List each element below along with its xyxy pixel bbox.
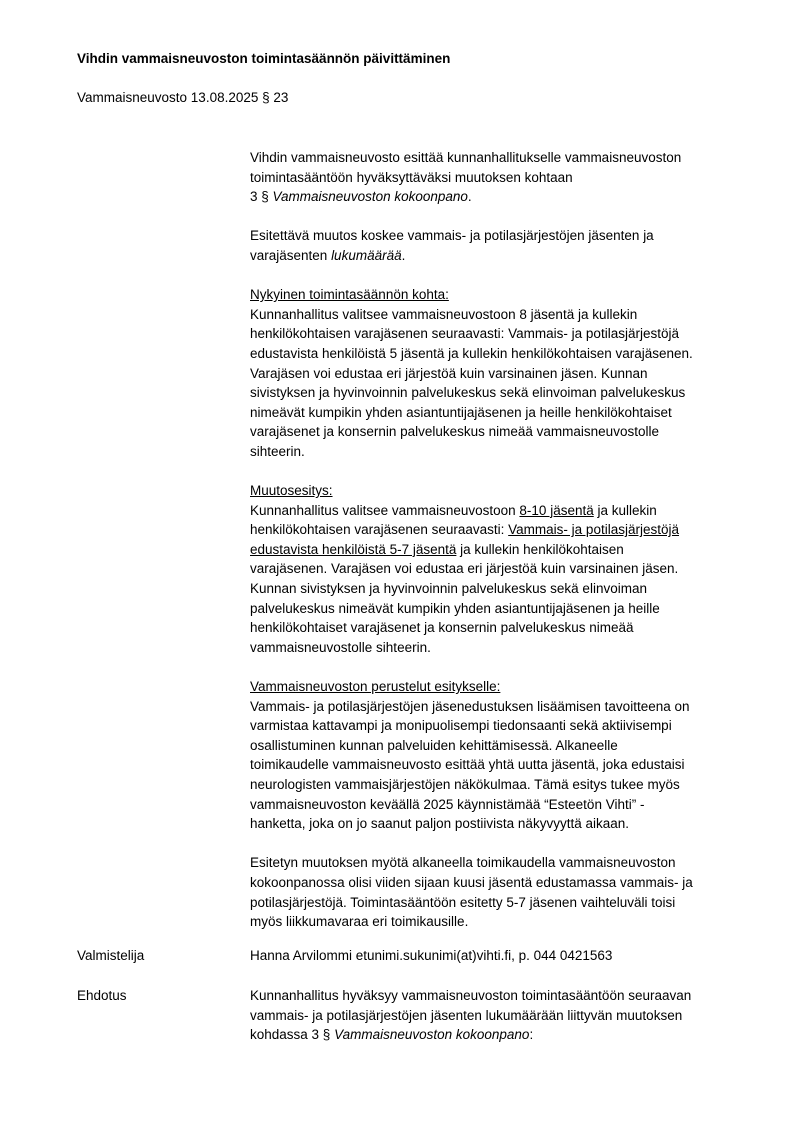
section-title: Vammaisneuvoston kokoonpano <box>272 189 468 205</box>
intro-paragraph <box>250 148 740 207</box>
proposal-section <box>250 481 740 657</box>
section-title: Vammaisneuvoston kokoonpano <box>334 1027 530 1043</box>
proposal-line: varajäsenen. Varajäsen voi edustaa eri järjestöä kuin varsinainen jäsen. <box>250 561 679 577</box>
effect-line: potilasjärjestöjä. Toimintasääntöön esitetty 5-7 jäsenen vaihteluväli toisi <box>250 894 676 910</box>
proposal-line <box>250 501 740 521</box>
decision-label: Ehdotus <box>77 988 127 1003</box>
effect-line: kokoonpanossa olisi viiden sijaan kuusi jäsentä edustamassa vammais- ja <box>250 874 693 890</box>
text-run: ja kullekin <box>593 502 657 518</box>
punctuation: . <box>401 247 406 263</box>
reasons-line: varmistaa kattavampi ja monipuolisempi tiedonsaanti sekä aktiivisempi <box>250 718 672 734</box>
change-line: Esitettävä muutos koskee vammais- ja potilasjärjestöjen jäsenten ja <box>250 228 654 244</box>
reasons-line: Vammais- ja potilasjärjestöjen jäsenedustuksen lisäämisen tavoitteena on <box>250 698 690 714</box>
proposal-line: palvelukeskus nimeävät kumpikin yhden asiantuntijajäsenen ja heille <box>250 600 660 616</box>
intro-line: toimintasääntöön hyväksyttäväksi muutoksen kohtaan <box>250 169 573 185</box>
change-paragraph <box>250 226 740 265</box>
preparer-contact: Hanna Arvilommi etunimi.sukunimi(at)vihti.fi, p. 044 0421563 <box>250 948 613 963</box>
current-rule-line: Kunnanhallitus valitsee vammaisneuvostoon 8 jäsentä ja kullekin <box>250 306 638 322</box>
current-rule-line: varajäsenet ja konsernin palvelukeskus nimeää vammaisneuvostolle <box>250 424 659 440</box>
text-run: varajäsenten <box>250 247 332 263</box>
document-title: Vihdin vammaisneuvoston toimintasäännön päivittäminen <box>77 51 451 66</box>
proposal-line: henkilökohtaiset varajäsenet ja konsernin palvelukeskus nimeää <box>250 620 634 636</box>
changed-text: Vammais- ja potilasjärjestöjä <box>508 522 679 538</box>
preparer-label: Valmistelija <box>77 948 145 963</box>
proposal-line: Kunnan sivistyksen ja hyvinvoinnin palvelukeskus sekä elinvoiman <box>250 581 647 597</box>
effect-line: Esitetyn muutoksen myötä alkaneella toimikaudella vammaisneuvoston <box>250 855 676 871</box>
meeting-reference: Vammaisneuvosto 13.08.2025 § 23 <box>77 90 289 105</box>
intro-line: Vihdin vammaisneuvosto esittää kunnanhallitukselle vammaisneuvoston <box>250 150 682 165</box>
current-rule-section <box>250 285 740 461</box>
changed-text: 8-10 jäsentä <box>519 502 594 518</box>
section-number: 3 § <box>250 189 273 205</box>
changed-text: edustavista henkilöistä 5-7 jäsentä <box>250 541 457 557</box>
proposal-heading: Muutosesitys: <box>250 483 333 499</box>
emphasis: lukumäärää <box>331 247 402 263</box>
document-body <box>250 148 740 932</box>
current-rule-line: Varajäsen voi edustaa eri järjestöä kuin varsinainen jäsen. Kunnan <box>250 365 648 381</box>
intro-line <box>250 187 740 207</box>
decision-line: vammais- ja potilasjärjestöjen jäsenten lukumäärään liittyvän muutoksen <box>250 1007 683 1023</box>
change-line <box>250 246 740 266</box>
decision-line <box>250 1025 691 1045</box>
reasons-section <box>250 677 740 834</box>
reasons-line: toimikaudelle vammaisneuvosto esittää yhtä uutta jäsentä, joka edustaisi <box>250 757 685 773</box>
proposal-line: vammaisneuvostolle sihteerin. <box>250 639 431 655</box>
current-rule-line: edustavista henkilöistä 5 jäsentä ja kullekin henkilökohtaisen varajäsenen. <box>250 345 693 361</box>
reasons-line: hanketta, joka on jo saanut paljon postiivista näkyvyyttä aikaan. <box>250 816 629 832</box>
reasons-line: vammaisneuvoston keväällä 2025 käynnistämää “Esteetön Vihti” - <box>250 796 645 812</box>
text-run: ja kullekin henkilökohtaisen <box>456 541 624 557</box>
text-run: kohdassa 3 § <box>250 1027 335 1043</box>
punctuation: . <box>467 189 472 205</box>
reasons-heading: Vammaisneuvoston perustelut esitykselle: <box>250 679 501 695</box>
current-rule-line: nimeävät kumpikin yhden asiantuntijajäsenen ja heille henkilökohtaiset <box>250 404 672 420</box>
text-run: Kunnanhallitus valitsee vammaisneuvostoon <box>250 502 520 518</box>
current-rule-heading: Nykyinen toimintasäännön kohta: <box>250 287 449 303</box>
effect-line: myös liikkumavaraa eri toimikausille. <box>250 914 469 930</box>
punctuation: : <box>529 1027 534 1043</box>
text-run: henkilökohtaisen varajäsenen seuraavasti: <box>250 522 509 538</box>
proposal-line <box>250 540 740 560</box>
reasons-line: neurologisten vammaisjärjestöjen näkökulmaa. Tämä esitys tukee myös <box>250 777 680 792</box>
proposal-line <box>250 520 740 540</box>
effect-paragraph <box>250 853 740 931</box>
decision-text <box>250 986 691 1045</box>
decision-line: Kunnanhallitus hyväksyy vammaisneuvoston toimintasääntöön seuraavan <box>250 988 692 1003</box>
current-rule-line: sivistyksen ja hyvinvoinnin palvelukeskus sekä elinvoiman palvelukeskus <box>250 385 686 401</box>
reasons-line: osallistuminen kunnan palveluiden kehittämisessä. Alkaneelle <box>250 737 618 753</box>
current-rule-line: henkilökohtaisen varajäsenen seuraavasti: Vammais- ja potilasjärjestöjä <box>250 326 679 342</box>
current-rule-line: sihteerin. <box>250 443 305 459</box>
